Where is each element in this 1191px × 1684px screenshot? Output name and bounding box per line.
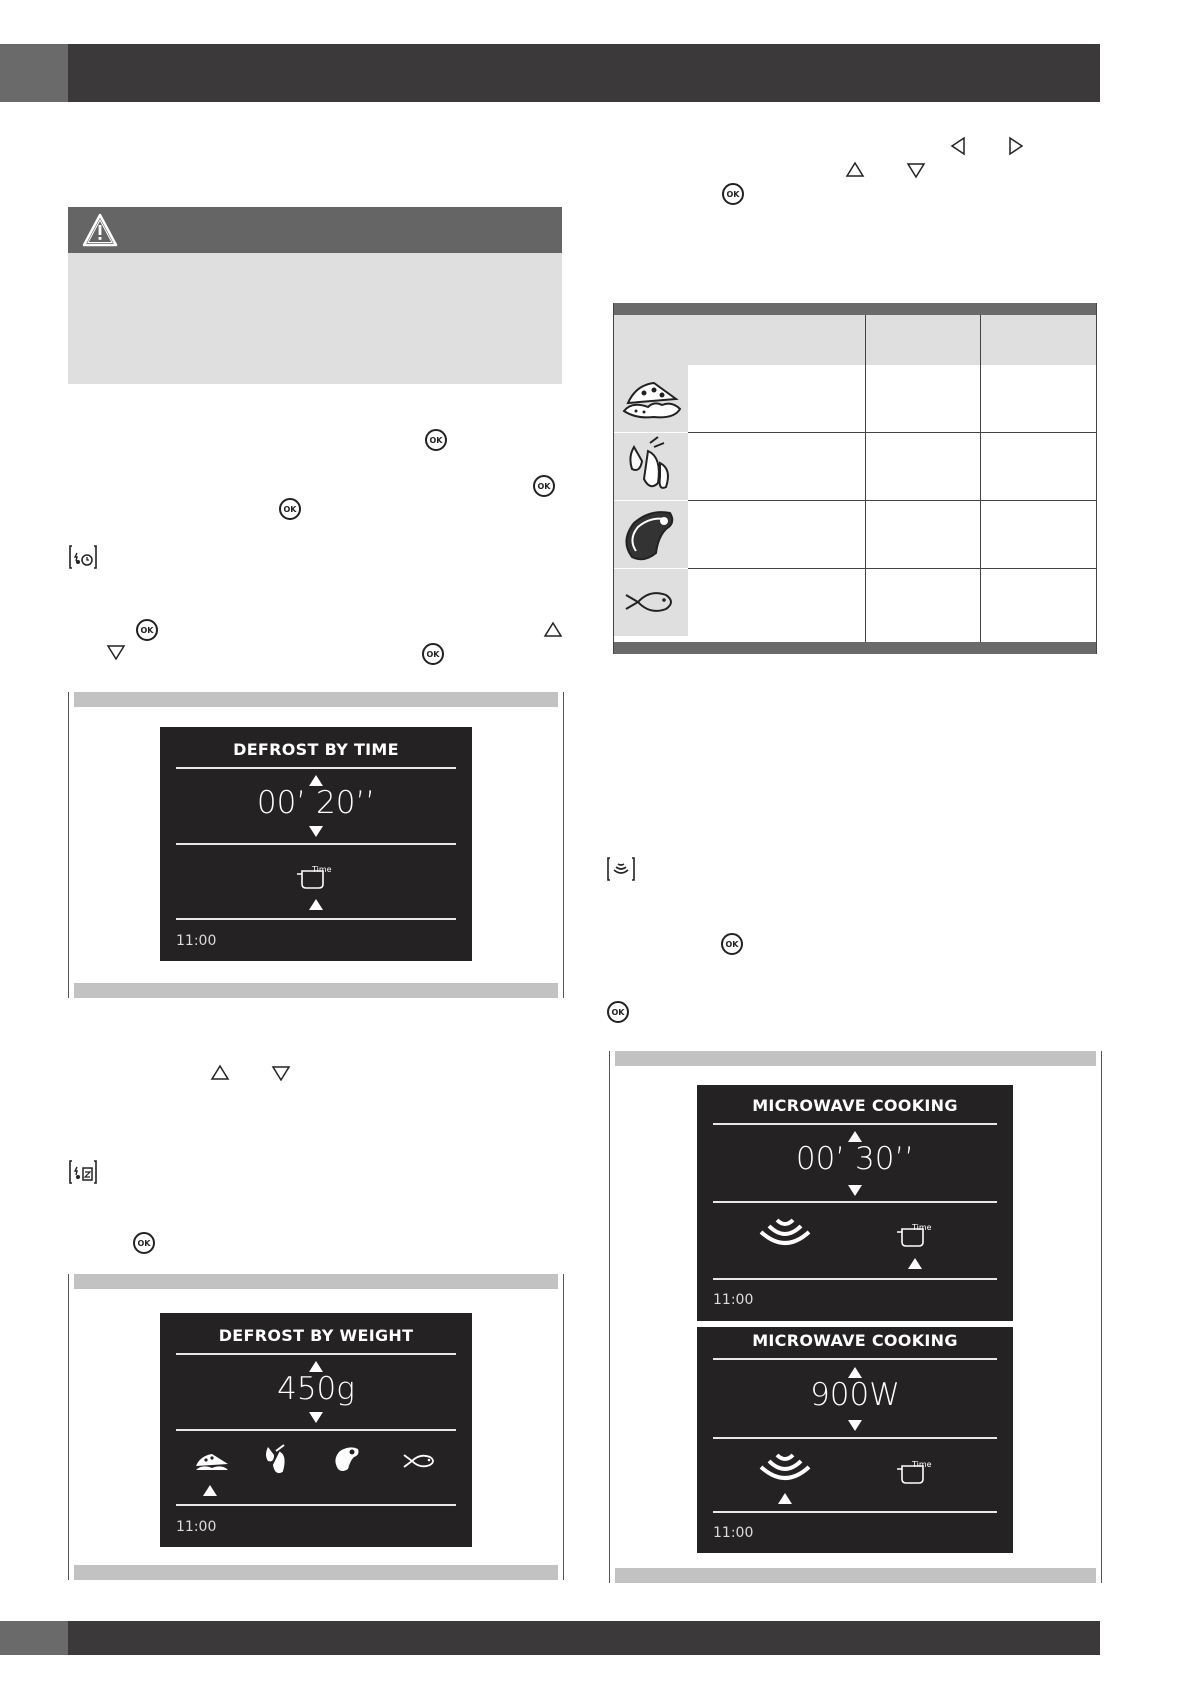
screen-title: DEFROST BY TIME	[233, 740, 399, 759]
down-arrow-icon	[271, 1063, 291, 1083]
ok-icon: OK	[722, 183, 744, 205]
up-arrow-icon	[845, 160, 865, 180]
up-arrow-icon	[309, 899, 323, 910]
table-row	[614, 365, 688, 432]
ok-icon: OK	[136, 619, 158, 641]
clock: 11:00	[176, 1519, 217, 1535]
table-header-cell	[866, 315, 980, 365]
defrost-by-weight-icon	[68, 1159, 98, 1185]
bread-pizza-icon	[614, 365, 688, 432]
down-arrow-icon	[309, 1412, 323, 1423]
display-screen-defrost-time	[160, 727, 472, 961]
microwave-icon	[606, 856, 636, 882]
display-screen-microwave-time	[697, 1085, 1013, 1321]
screen-title: DEFROST BY WEIGHT	[218, 1326, 414, 1345]
up-arrow-icon	[908, 1258, 922, 1269]
left-arrow-icon	[948, 136, 968, 156]
header-accent	[0, 44, 68, 102]
table-bottom-bar	[614, 642, 1096, 654]
ok-icon: OK	[279, 498, 301, 520]
up-arrow-icon	[778, 1493, 792, 1504]
screen-title: MICROWAVE COOKING	[752, 1096, 958, 1115]
bread-pizza-icon	[192, 1444, 232, 1476]
fish-icon	[614, 569, 688, 636]
clock: 11:00	[176, 933, 217, 949]
microwave-icon	[757, 1216, 813, 1254]
down-arrow-icon	[848, 1420, 862, 1431]
svg-text:Time: Time	[912, 1223, 932, 1232]
ok-icon: OK	[133, 1232, 155, 1254]
down-arrow-icon	[906, 160, 926, 180]
meat-icon	[614, 501, 688, 568]
down-arrow-icon	[106, 642, 126, 662]
ok-icon: OK	[422, 643, 444, 665]
vegetables-icon	[614, 433, 688, 500]
svg-text:Time: Time	[312, 865, 332, 874]
power-value: 900W	[810, 1377, 900, 1413]
footer-accent	[0, 1621, 68, 1655]
screen-title: MICROWAVE COOKING	[752, 1331, 958, 1350]
time-value: 00’ 30’’	[795, 1141, 915, 1177]
timer-pot-icon	[895, 1459, 935, 1485]
time-value: 00’ 20’’	[256, 785, 376, 821]
clock: 11:00	[713, 1525, 754, 1541]
warning-triangle-icon	[82, 213, 118, 247]
weight-value: 450g	[277, 1371, 355, 1407]
svg-text:Time: Time	[912, 1460, 932, 1469]
ok-icon: OK	[425, 429, 447, 451]
vegetables-icon	[260, 1441, 294, 1477]
up-arrow-icon	[210, 1063, 230, 1083]
table-row	[614, 433, 688, 500]
header-bar	[68, 44, 1100, 102]
ok-icon: OK	[607, 1001, 629, 1023]
timer-pot-icon	[295, 864, 335, 890]
display-screen-defrost-weight	[160, 1313, 472, 1547]
table-header-cell	[614, 315, 865, 365]
footer-bar	[68, 1621, 1100, 1655]
down-arrow-icon	[848, 1185, 862, 1196]
warning-body	[68, 253, 562, 384]
microwave-icon	[757, 1451, 813, 1489]
up-arrow-icon	[203, 1485, 217, 1496]
clock: 11:00	[713, 1292, 754, 1308]
table-top-bar	[614, 303, 1096, 315]
ok-icon: OK	[721, 933, 743, 955]
fish-icon	[402, 1451, 438, 1471]
table-header-cell	[981, 315, 1096, 365]
ok-icon: OK	[533, 475, 555, 497]
table-row	[614, 569, 688, 636]
warning-header	[68, 207, 562, 253]
defrost-by-time-icon	[68, 544, 98, 570]
table-row	[614, 501, 688, 568]
up-arrow-icon	[543, 620, 563, 640]
meat-icon	[330, 1443, 362, 1475]
display-screen-microwave-power	[697, 1327, 1013, 1553]
timer-pot-icon	[895, 1222, 935, 1248]
right-arrow-icon	[1006, 136, 1026, 156]
down-arrow-icon	[309, 826, 323, 837]
